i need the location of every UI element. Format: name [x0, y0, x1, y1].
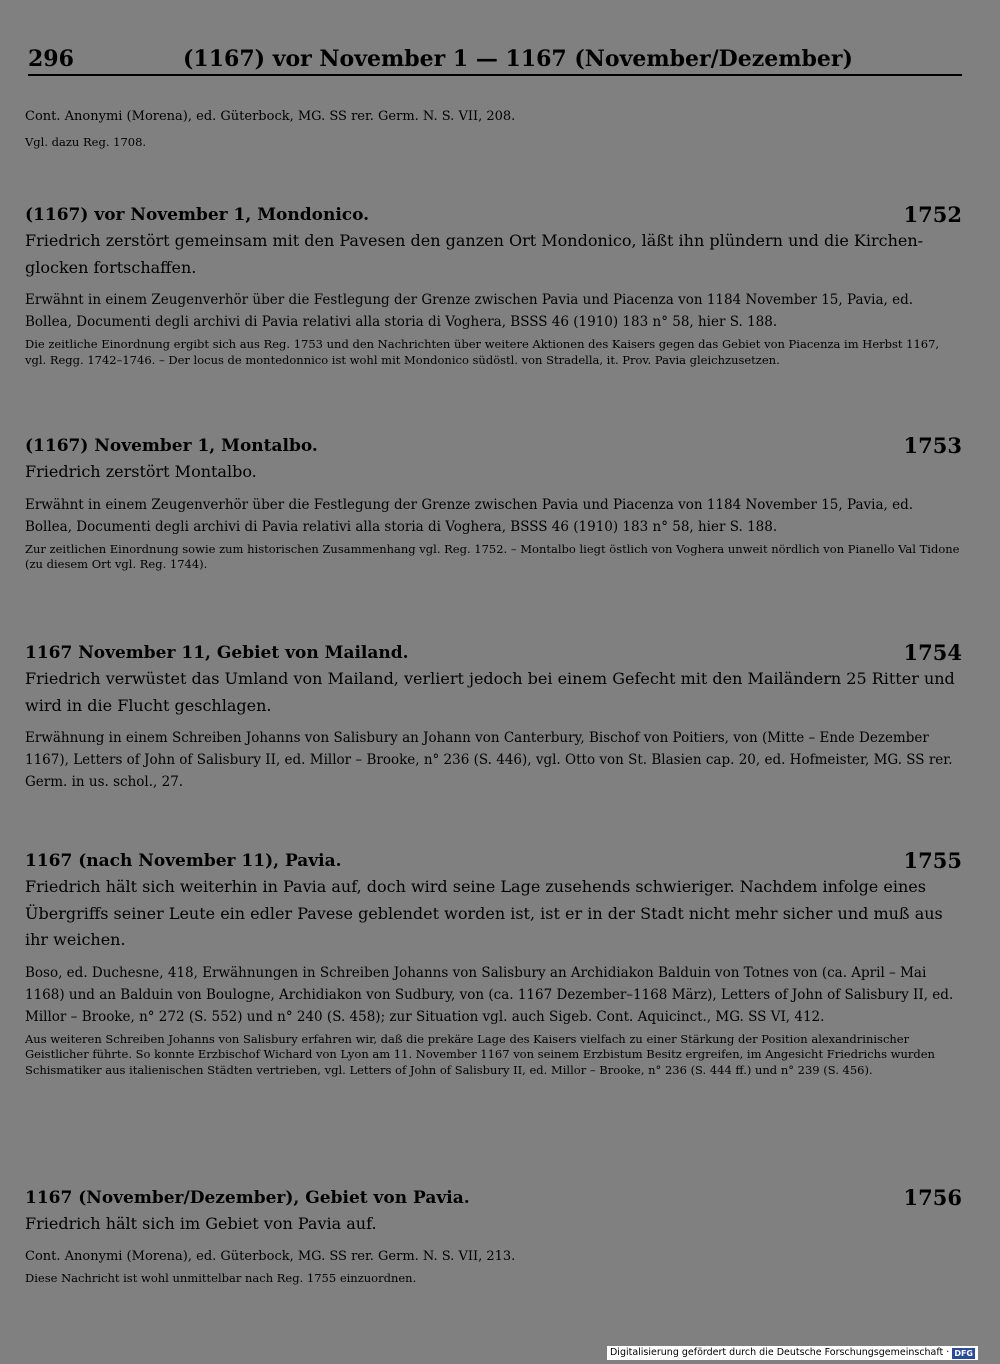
entry-source: Cont. Anonymi (Morena), ed. Güterbock, MG. SS rer. Germ. N. S. VII, 213. — [25, 1248, 516, 1264]
carryover-note: Vgl. dazu Reg. 1708. — [25, 135, 147, 149]
entry-note: Diese Nachricht ist wohl unmittelbar nach Reg. 1755 einzuordnen. — [25, 1270, 417, 1285]
entry-source: Erwähnung in einem Schreiben Johanns von Salisbury an Johann von Canterbury, Bischof von Poitiers, von (Mitte – Ende Dezember 1167), Letters of John of Salisbury II, ed. Millor – Brooke, n° 236 (S. 446), vgl. Otto von St. Blasien cap. 20, ed. Hofmeister, MG. SS rer. Germ. in us. schol., 27. — [25, 730, 953, 790]
entry-note: Aus weiteren Schreiben Johanns von Salisbury erfahren wir, daß die prekäre Lage des Kaisers vielfach zu einer Stärkung der Position alexandrinischer Geistlicher führte. So konnte Erzbischof Wichard von Lyon am 11. November 1167 von seinem Erzbistum Besitz ergreifen, im Angesicht Friedrichs wurden Schismatiker aus italienischen Städten vertrieben, vgl. Letters of John of Salisbury II, ed. Millor – Brooke, n° 236 (S. 444 ff.) und n° 239 (S. 456). — [25, 1031, 935, 1077]
regest-entry-1752 — [25, 202, 962, 368]
regest-entry-1755 — [25, 848, 962, 1078]
entry-text: Friedrich hält sich im Gebiet von Pavia auf. — [25, 1214, 377, 1233]
entry-note: Die zeitliche Einordnung ergibt sich aus Reg. 1753 und den Nachrichten über weitere Aktionen des Kaisers gegen das Gebiet von Piacenza im Herbst 1167, vgl. Regg. 1742–1746. – Der locus de montedonnico ist wohl mit Mondonico südöstl. von Stradella, it. Prov. Pavia gleichzusetzen. — [25, 337, 940, 367]
entry-source: Erwähnt in einem Zeugenverhör über die Festlegung der Grenze zwischen Pavia und Piacenza von 1184 November 15, Pavia, ed. Bollea, Documenti degli archivi di Pavia relativi alla storia di Voghera, BSSS 46 (1910) 183 n° 58, hier S. 188. — [25, 292, 914, 330]
entry-note: Zur zeitlichen Einordnung sowie zum historischen Zusammenhang vgl. Reg. 1752. – Montalbo liegt östlich von Voghera unweit nördlich von Pianello Val Tidone (zu diesem Ort vgl. Reg. 1744). — [25, 541, 960, 571]
entry-text: Friedrich hält sich weiterhin in Pavia auf, doch wird seine Lage zusehends schwieriger. Nachdem infolge eines Übergriffs seiner Leute ein edler Pavese geblendet worden ist, ist er in der Stadt nicht mehr sicher und muß aus ihr weichen. — [25, 877, 943, 949]
dfg-logo: DFG — [954, 1348, 973, 1358]
entry-source: Boso, ed. Duchesne, 418, Erwähnungen in Schreiben Johanns von Salisbury an Archidiakon Balduin von Totnes von (ca. April – Mai 1168) und an Balduin von Boulogne, Archidiakon von Sudbury, von (ca. 1167 Dezember–1168 März), Letters of John of Salisbury II, ed. Millor – Brooke, n° 272 (S. 552) und n° 240 (S. 458); zur Situation vgl. auch Sigeb. Cont. Aquicinct., MG. SS VI, 412. — [25, 964, 954, 1025]
dfg-footer — [607, 1346, 978, 1360]
entry-heading: (1167) vor November 1, Mondonico. — [25, 205, 370, 225]
page-number: 296 — [28, 46, 74, 72]
carryover-block — [25, 106, 962, 151]
entry-heading: 1167 November 11, Gebiet von Mailand. — [25, 643, 409, 663]
entry-number: 1753 — [903, 433, 962, 458]
entry-source: Erwähnt in einem Zeugenverhör über die Festlegung der Grenze zwischen Pavia und Piacenza von 1184 November 15, Pavia, ed. Bollea, Documenti degli archivi di Pavia relativi alla storia di Voghera, BSSS 46 (1910) 183 n° 58, hier S. 188. — [25, 496, 914, 535]
regest-entry-1754 — [25, 640, 962, 793]
entry-text: Friedrich verwüstet das Umland von Mailand, verliert jedoch bei einem Gefecht mit den Mailändern 25 Ritter und wird in die Flucht geschlagen. — [25, 669, 955, 715]
entry-number: 1755 — [903, 848, 962, 873]
entry-heading: 1167 (nach November 11), Pavia. — [25, 851, 342, 871]
regest-entry-1756 — [25, 1185, 962, 1286]
page-header — [28, 44, 962, 76]
entry-text: Friedrich zerstört Montalbo. — [25, 462, 257, 481]
running-title: (1167) vor November 1 — 1167 (November/Dezember) — [183, 46, 853, 72]
carryover-source: Cont. Anonymi (Morena), ed. Güterbock, MG. SS rer. Germ. N. S. VII, 208. — [25, 109, 516, 124]
entry-heading: (1167) November 1, Montalbo. — [25, 436, 318, 456]
entry-number: 1756 — [903, 1185, 962, 1210]
regest-entry-1753 — [25, 433, 962, 573]
entry-text: Friedrich zerstört gemeinsam mit den Pavesen den ganzen Ort Mondonico, läßt ihn plündern und die Kirchen- glocken fortschaffen. — [25, 231, 924, 277]
entry-number: 1754 — [903, 640, 962, 665]
entry-number: 1752 — [903, 202, 962, 227]
entry-heading: 1167 (November/Dezember), Gebiet von Pavia. — [25, 1188, 470, 1208]
footer-text: Digitalisierung gefördert durch die Deutsche Forschungsgemeinschaft · — [609, 1347, 950, 1358]
